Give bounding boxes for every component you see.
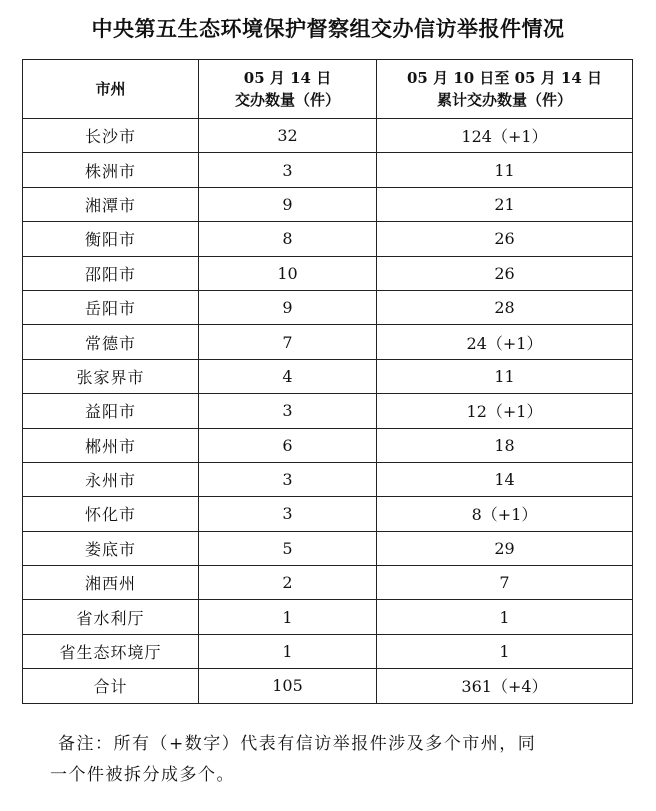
cell-daily-count: 3	[199, 462, 377, 496]
cell-cumulative-count: 14	[377, 462, 633, 496]
cell-city: 怀化市	[23, 497, 199, 531]
table-row	[23, 394, 633, 428]
cell-city: 张家界市	[23, 359, 199, 393]
cell-daily-count: 9	[199, 187, 377, 221]
cell-city: 合计	[23, 669, 199, 703]
cell-city: 邵阳市	[23, 256, 199, 290]
table-row	[23, 290, 633, 324]
table-header-row	[23, 60, 633, 119]
table-row	[23, 256, 633, 290]
cell-cumulative-count: 26	[377, 256, 633, 290]
table-row	[23, 119, 633, 153]
cell-daily-count: 105	[199, 669, 377, 703]
cell-cumulative-count: 11	[377, 359, 633, 393]
report-table	[22, 59, 633, 704]
cell-city: 益阳市	[23, 394, 199, 428]
cell-cumulative-count: 21	[377, 187, 633, 221]
header-cumulative-range: 05 月 10 日至 05 月 14 日	[406, 69, 603, 87]
footnote-line-2: 一个件被拆分成多个。	[50, 765, 235, 785]
page-title: 中央第五生态环境保护督察组交办信访举报件情况	[91, 17, 565, 41]
cell-daily-count: 7	[199, 325, 377, 359]
cell-city: 常德市	[23, 325, 199, 359]
cell-cumulative-count: 7	[377, 566, 633, 600]
cell-city: 省水利厅	[23, 600, 199, 634]
footnote-line-1: 备注：所有（+数字）代表有信访举报件涉及多个市州，同	[58, 734, 537, 754]
header-city-label: 市州	[95, 80, 126, 98]
cell-daily-count: 3	[199, 394, 377, 428]
header-daily	[199, 60, 377, 119]
cell-city: 长沙市	[23, 119, 199, 153]
cell-city: 郴州市	[23, 428, 199, 462]
cell-cumulative-count: 1	[377, 634, 633, 668]
table-row	[23, 462, 633, 496]
cell-cumulative-count: 361（+4）	[377, 669, 633, 703]
table-row	[23, 187, 633, 221]
cell-city: 衡阳市	[23, 222, 199, 256]
cell-cumulative-count: 1	[377, 600, 633, 634]
table-row	[23, 153, 633, 187]
cell-city: 省生态环境厅	[23, 634, 199, 668]
table-body	[23, 119, 633, 704]
table-row	[23, 634, 633, 668]
cell-city: 株洲市	[23, 153, 199, 187]
header-daily-date: 05 月 14 日	[243, 69, 332, 87]
cell-daily-count: 5	[199, 531, 377, 565]
cell-cumulative-count: 29	[377, 531, 633, 565]
footnote	[50, 729, 618, 791]
cell-daily-count: 32	[199, 119, 377, 153]
cell-daily-count: 4	[199, 359, 377, 393]
cell-city: 湘西州	[23, 566, 199, 600]
table-row	[23, 359, 633, 393]
header-cumulative	[377, 60, 633, 119]
header-cumulative-label: 累计交办数量（件）	[436, 91, 572, 109]
cell-cumulative-count: 12（+1）	[377, 394, 633, 428]
table-row	[23, 669, 633, 703]
table-row	[23, 497, 633, 531]
table-row	[23, 531, 633, 565]
header-city	[23, 60, 199, 119]
cell-daily-count: 3	[199, 497, 377, 531]
cell-cumulative-count: 8（+1）	[377, 497, 633, 531]
cell-cumulative-count: 124（+1）	[377, 119, 633, 153]
cell-city: 娄底市	[23, 531, 199, 565]
cell-daily-count: 6	[199, 428, 377, 462]
cell-city: 永州市	[23, 462, 199, 496]
cell-cumulative-count: 11	[377, 153, 633, 187]
table-row	[23, 428, 633, 462]
table-row	[23, 566, 633, 600]
cell-city: 湘潭市	[23, 187, 199, 221]
cell-daily-count: 3	[199, 153, 377, 187]
cell-daily-count: 10	[199, 256, 377, 290]
cell-daily-count: 1	[199, 600, 377, 634]
cell-daily-count: 9	[199, 290, 377, 324]
cell-cumulative-count: 18	[377, 428, 633, 462]
cell-daily-count: 1	[199, 634, 377, 668]
table-row	[23, 325, 633, 359]
cell-cumulative-count: 28	[377, 290, 633, 324]
table-row	[23, 222, 633, 256]
cell-daily-count: 8	[199, 222, 377, 256]
cell-cumulative-count: 26	[377, 222, 633, 256]
table-row	[23, 600, 633, 634]
cell-city: 岳阳市	[23, 290, 199, 324]
cell-cumulative-count: 24（+1）	[377, 325, 633, 359]
cell-daily-count: 2	[199, 566, 377, 600]
header-daily-label: 交办数量（件）	[234, 91, 340, 109]
